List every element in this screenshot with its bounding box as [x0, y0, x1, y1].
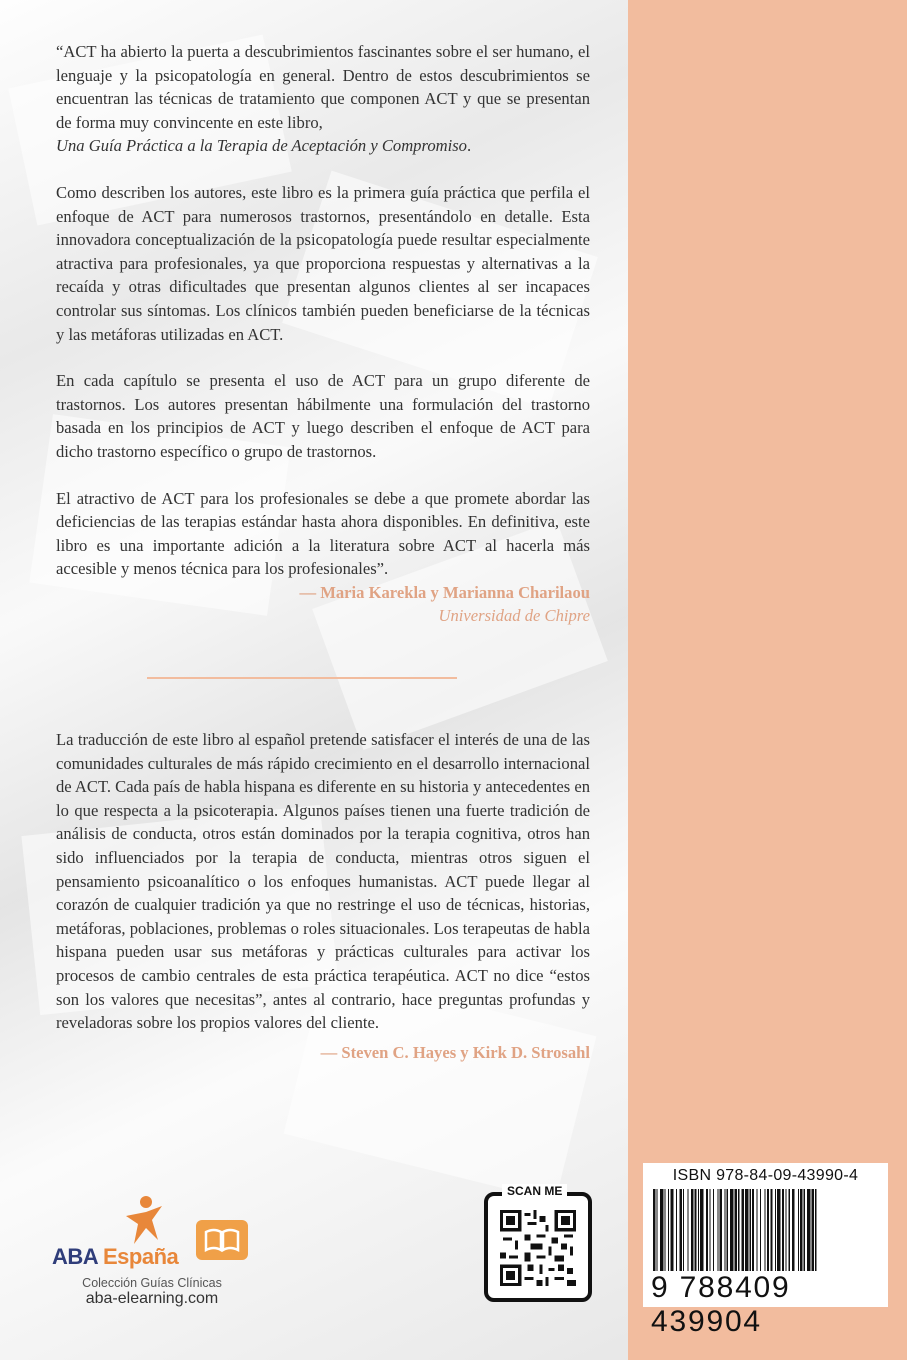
- barcode-bar: [815, 1189, 816, 1271]
- barcode-bar: [670, 1189, 673, 1271]
- barcode-bar: [656, 1189, 657, 1271]
- barcode-bar: [717, 1189, 718, 1271]
- barcode-bar: [700, 1189, 703, 1271]
- isbn-barcode-box: [643, 1163, 888, 1338]
- review-authors: — Maria Karekla y Marianna Charilaou: [299, 582, 590, 602]
- barcode-digits: 9 788409 439904: [651, 1271, 791, 1338]
- barcode-bar: [683, 1189, 684, 1271]
- barcode-bar: [767, 1189, 769, 1271]
- barcode-bar: [760, 1189, 761, 1271]
- barcode-bar: [706, 1189, 708, 1271]
- publisher-logo: [52, 1186, 252, 1316]
- barcode-bar: [742, 1189, 744, 1271]
- isbn-label: ISBN 978-84-09-43990-4: [672, 1167, 859, 1184]
- qr-pattern: [500, 1210, 576, 1286]
- barcode-bar: [745, 1189, 748, 1271]
- barcode-bar: [782, 1189, 784, 1271]
- person-icon: [112, 1192, 172, 1252]
- barcode-bar: [770, 1189, 772, 1271]
- barcode-bar: [676, 1189, 677, 1271]
- barcode-bar: [738, 1189, 739, 1271]
- cover-accent-sidebar: [628, 0, 907, 1360]
- qr-code: [484, 1184, 592, 1302]
- barcode-bar: [679, 1189, 681, 1271]
- barcode-bar: [668, 1189, 669, 1271]
- barcode-bar: [800, 1189, 802, 1271]
- review-institution: Universidad de Chipre: [438, 605, 590, 625]
- review-section: [56, 40, 590, 627]
- barcode-bar: [807, 1189, 810, 1271]
- book-title: Una Guía Práctica a la Terapia de Aceptación y Compromiso: [56, 136, 467, 156]
- website-url: aba-elearning.com: [85, 1290, 219, 1307]
- section-divider: [147, 677, 457, 679]
- barcode-bars: [649, 1189, 882, 1271]
- barcode-bar: [730, 1189, 733, 1271]
- barcode-bar: [752, 1189, 754, 1271]
- barcode-bar: [792, 1189, 794, 1271]
- barcode-bar: [757, 1189, 758, 1271]
- barcode-bar: [812, 1189, 814, 1271]
- collection-tagline: Colección Guías Clínicas: [82, 1276, 222, 1290]
- barcode-bar: [665, 1189, 666, 1271]
- translation-authors: — Steven C. Hayes y Kirk D. Strosahl: [320, 1042, 590, 1062]
- review-paragraph: Como describen los autores, este libro es la primera guía práctica que perfila el enfoque de ACT para numerosos trastornos, presentándolo en detalle. Esta innovadora conceptualización de la psicopatología puede resultar especialmente atractiva para profesionales, ya que proporciona respuestas y alternativas a la recaída y otras dificultades que presentan algunos clientes al ser incapaces controlar sus síntomas. Los clínicos también pueden beneficiarse de la técnicas y las metáforas utilizadas en ACT.: [56, 182, 590, 344]
- barcode-bar: [724, 1189, 725, 1271]
- barcode-bar: [775, 1189, 776, 1271]
- barcode-bar: [785, 1189, 786, 1271]
- review-attribution: [56, 581, 590, 627]
- barcode-bar: [720, 1189, 722, 1271]
- barcode-bar: [735, 1189, 737, 1271]
- barcode-bar: [713, 1189, 714, 1271]
- barcode-bar: [698, 1189, 699, 1271]
- brand-name: ABA España: [52, 1244, 179, 1269]
- barcode-bar: [694, 1189, 696, 1271]
- translation-paragraph: La traducción de este libro al español pretende satisfacer el interés de una de las comunidades culturales de más rápido crecimiento en el desarrollo internacional de ACT. Cada país de habla hispana es diferente en su historia y antecedentes en lo que respecta a la psicoterapia. Algunos países tienen una fuerte tradición de análisis de conducta, otros están dominados por la terapia cognitiva, otros han sido influenciados por la terapia de conducta, mientras otros siguen el pensamiento psicoanalítico o los enfoques humanistas. ACT puede llegar al corazón de cualquier tradición ya que no restringe el uso de técnicas, historias, metáforas, poblaciones, problemas o roles situacionales. Los terapeutas de habla hispana pueden usar sus metáforas y prácticas culturales para activar los procesos de cambio centrales de esta práctica terapéutica. ACT no dice “estos son los valores que necesitas”, antes al contrario, hace preguntas profundas y reveladoras sobre los propios valores del cliente.: [56, 730, 590, 1033]
- barcode-bar: [798, 1189, 799, 1271]
- review-paragraph: El atractivo de ACT para los profesionales se debe a que promete abordar las deficiencias de las terapias estándar hasta ahora disponibles. En definitiva, este libro es una importante adición a la literatura sobre ACT al hacerla más accesible y menos técnica para los profesionales”.: [56, 488, 590, 579]
- barcode-bar: [750, 1189, 751, 1271]
- translation-section: [56, 728, 590, 1064]
- barcode-bar: [727, 1189, 728, 1271]
- scan-me-label: SCAN ME: [502, 1184, 567, 1198]
- barcode-bar: [660, 1189, 663, 1271]
- review-paragraph: “ACT ha abierto la puerta a descubrimientos fascinantes sobre el ser humano, el lenguaje y la psicopatología en general. Dentro de estos descubrimientos se encuentran las técnicas de tratamiento que componen ACT y que se presentan de forma muy convincente en este libro, Una Guía Práctica a la Terapia de Aceptación y Compromiso.: [56, 42, 590, 156]
- barcode-bar: [789, 1189, 790, 1271]
- barcode-bar: [688, 1189, 689, 1271]
- barcode-bar: [653, 1189, 655, 1271]
- barcode-bar: [777, 1189, 780, 1271]
- barcode-bar: [709, 1189, 710, 1271]
- barcode-bar: [804, 1189, 805, 1271]
- book-icon: [196, 1220, 248, 1260]
- review-paragraph: En cada capítulo se presenta el uso de ACT para un grupo diferente de trastornos. Los autores presentan hábilmente una formulación del trastorno basada en los principios de ACT y luego describen el enfoque de ACT para dicho trastorno específico o grupo de trastornos.: [56, 371, 590, 461]
- barcode-bar: [765, 1189, 766, 1271]
- barcode-bar: [691, 1189, 693, 1271]
- translation-attribution: [56, 1041, 590, 1064]
